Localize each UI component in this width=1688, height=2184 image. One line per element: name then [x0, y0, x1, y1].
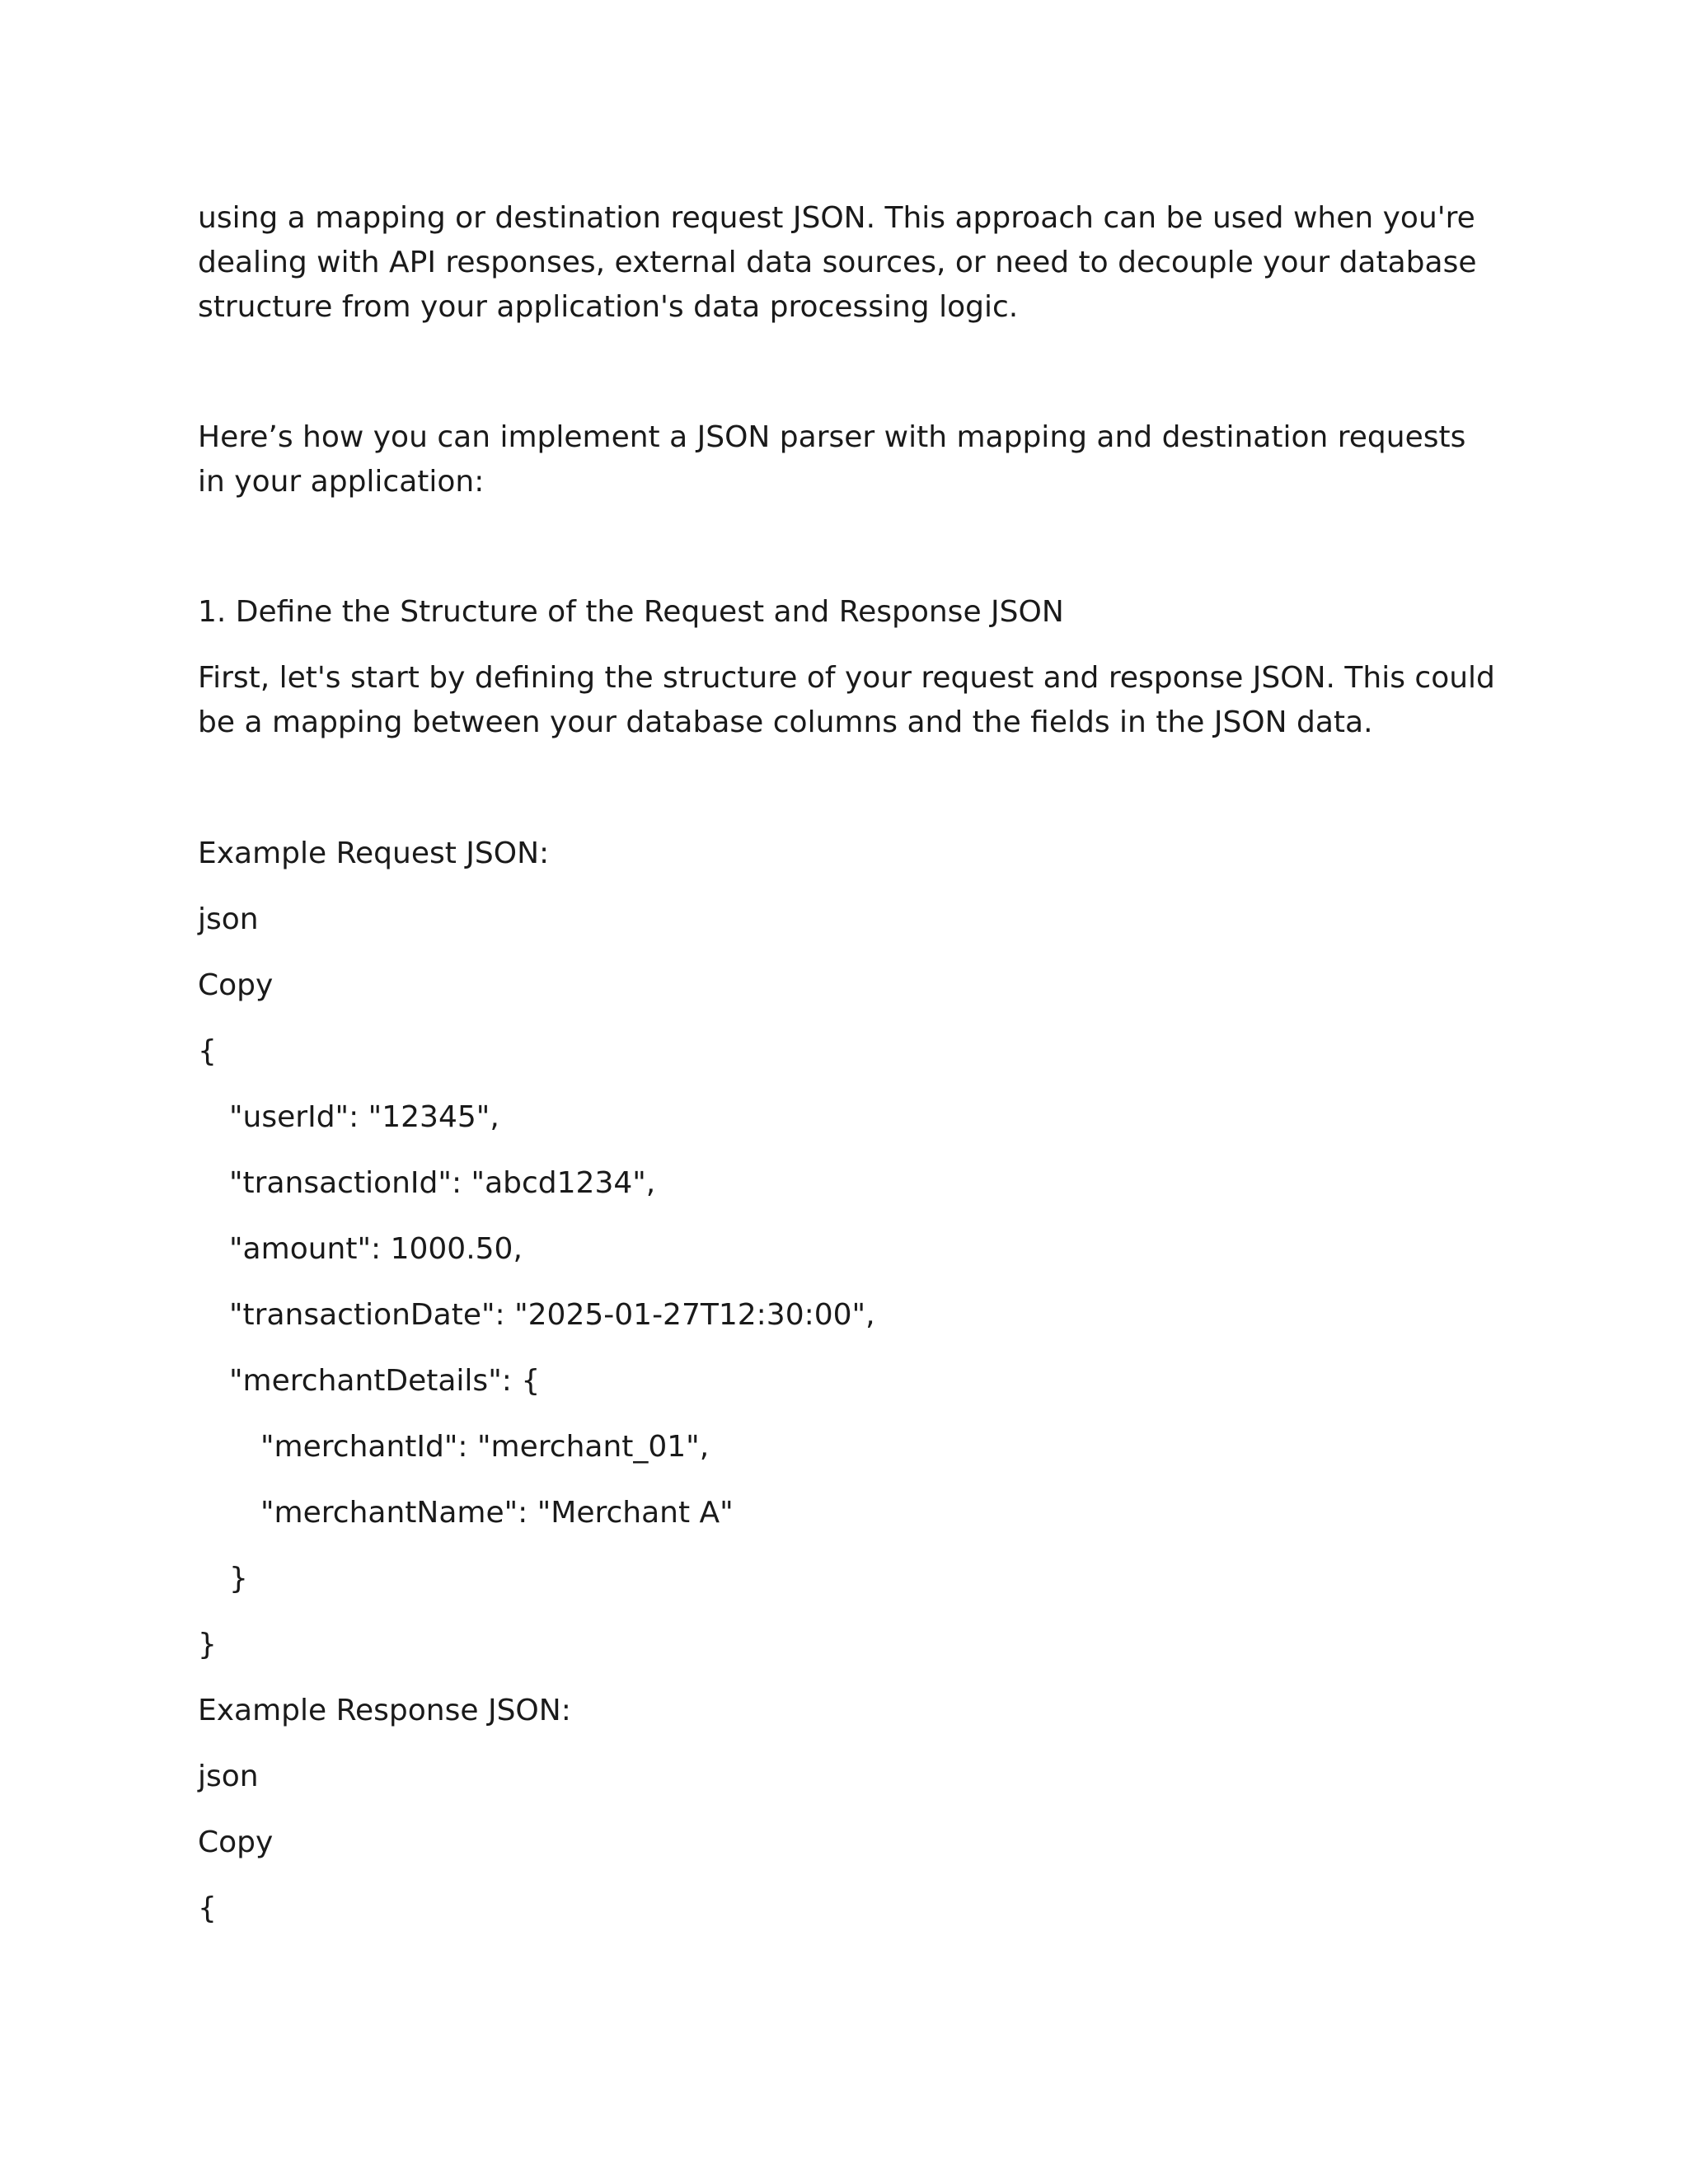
code-line: "merchantName": "Merchant A" — [260, 1496, 734, 1530]
code-line: "merchantId": "merchant_01", — [260, 1430, 710, 1464]
code-line: "transactionDate": "2025-01-27T12:30:00", — [229, 1298, 875, 1332]
response-example-label: Example Response JSON: — [198, 1694, 571, 1727]
code-line: "userId": "12345", — [229, 1100, 499, 1134]
code-line: } — [198, 1628, 217, 1661]
code-line: { — [198, 1034, 217, 1068]
section-body: First, let's start by defining the structure of your request and response JSON. This could be a mapping between your database columns and the fields in the JSON data. — [198, 661, 1495, 739]
code-line: { — [198, 1891, 217, 1925]
code-line: } — [229, 1562, 248, 1596]
code-line: "transactionId": "abcd1234", — [229, 1166, 656, 1200]
intro-paragraph: using a mapping or destination request JSON. This approach can be used when you're dealing with API responses, external data sources, or need to decouple your database structure from your application's data processing logic. — [198, 201, 1477, 324]
copy-button[interactable]: Copy — [198, 968, 274, 1002]
code-line: "amount": 1000.50, — [229, 1232, 523, 1266]
intro-paragraph-2: Here’s how you can implement a JSON parser with mapping and destination requests in your application: — [198, 420, 1466, 499]
code-language-label: json — [198, 902, 259, 936]
code-line: "merchantDetails": { — [229, 1364, 541, 1398]
section-heading: 1. Define the Structure of the Request and Response JSON — [198, 595, 1064, 629]
copy-button[interactable]: Copy — [198, 1825, 274, 1859]
code-language-label: json — [198, 1760, 259, 1793]
request-example-label: Example Request JSON: — [198, 837, 550, 870]
